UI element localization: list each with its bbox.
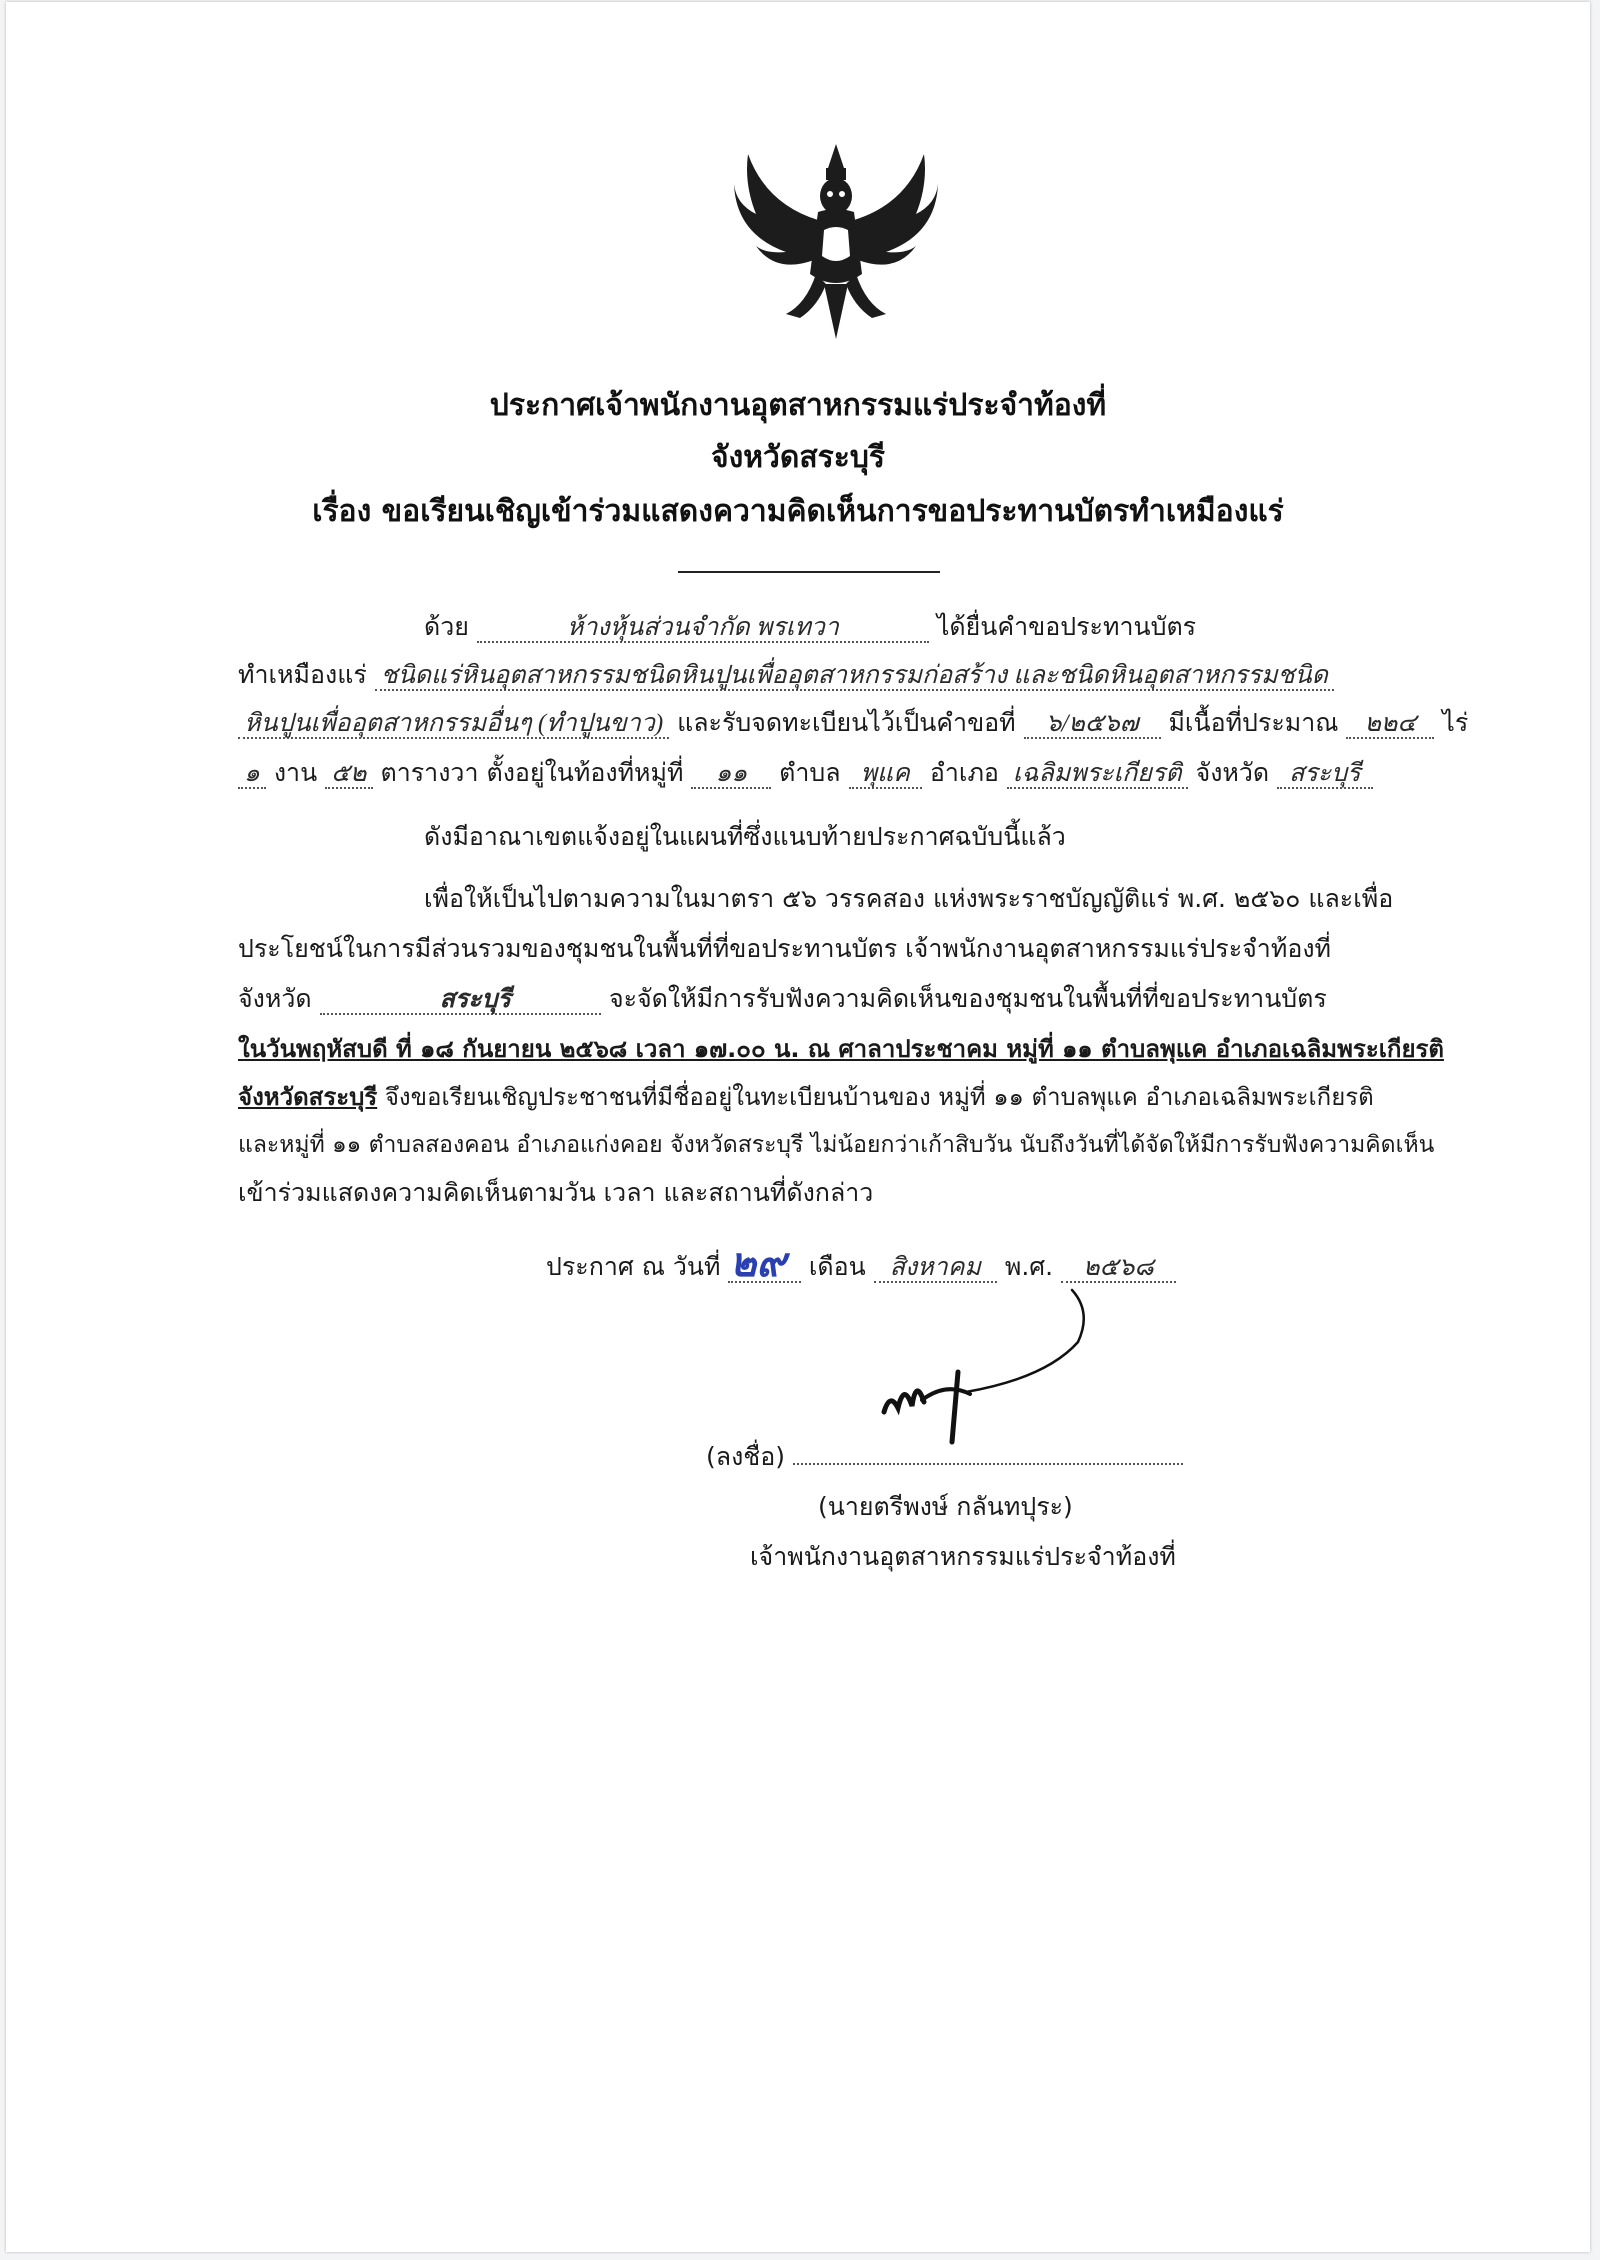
para3-line7: เข้าร่วมแสดงความคิดเห็นตามวัน เวลา และสถานที่ดังกล่าว	[238, 1178, 874, 1207]
para1-line1: ด้วย ห้างหุ้นส่วนจำกัด พรเทวา ได้ยื่นคำขอประทานบัตร	[424, 612, 1197, 641]
para3-line1: เพื่อให้เป็นไปตามความในมาตรา ๕๖ วรรคสอง แห่งพระราชบัญญัติแร่ พ.ศ. ๒๕๖๐ และเพื่อ	[424, 884, 1394, 913]
para2: ดังมีอาณาเขตแจ้งอยู่ในแผนที่ซึ่งแนบท้ายประกาศฉบับนี้แล้ว	[424, 822, 1066, 851]
area-rai: ๒๒๔	[1346, 710, 1434, 739]
mineral-type: ชนิดแร่หินอุตสาหกรรมชนิดหินปูนเพื่ออุตสาหกรรมก่อสร้าง และชนิดหินอุตสาหกรรมชนิด	[375, 662, 1334, 691]
para1-line4: ๑ งาน ๕๒ ตารางวา ตั้งอยู่ในท้องที่หมู่ที่ ๑๑ ตำบล พุแค อำเภอ เฉลิมพระเกียรติ จังหวัด สระบุรี	[238, 756, 1373, 791]
tambon-name: พุแค	[849, 760, 922, 789]
mineral-type-2: หินปูนเพื่ออุตสาหกรรมอื่นๆ (ทำปูนขาว)	[238, 710, 669, 739]
document-page	[6, 2, 1590, 2252]
signer-name: (นายตรีพงษ์ กลันทปุระ)	[818, 1492, 1073, 1521]
month-field: สิงหาคม	[874, 1254, 997, 1283]
signature-line: (ลงชื่อ)	[706, 1440, 1183, 1474]
para3-line3: จังหวัด สระบุรี จะจัดให้มีการรับฟังความคิดเห็นของชุมชนในพื้นที่ที่ขอประทานบัตร	[238, 984, 1327, 1013]
garuda-emblem-icon	[726, 134, 946, 344]
year-field: ๒๕๖๘	[1061, 1254, 1176, 1283]
para3-line5: จังหวัดสระบุรี จึงขอเรียนเชิญประชาชนที่มีชื่ออยู่ในทะเบียนบ้านของ หมู่ที่ ๑๑ ตำบลพุแค อำเภอเฉลิมพระเกียรติ	[238, 1083, 1374, 1111]
request-number: ๖/๒๕๖๗	[1024, 710, 1161, 739]
para1-line3: หินปูนเพื่ออุตสาหกรรมอื่นๆ (ทำปูนขาว) และรับจดทะเบียนไว้เป็นคำขอที่ ๖/๒๕๖๗ มีเนื้อที่ประมาณ ๒๒๔ ไร่	[238, 706, 1468, 741]
province-title: จังหวัดสระบุรี	[710, 440, 886, 475]
handwritten-day: ๒๙	[730, 1240, 786, 1285]
hearing-province: สระบุรี	[320, 986, 601, 1015]
province-name: สระบุรี	[1277, 760, 1372, 789]
area-wa: ๕๒	[325, 760, 372, 789]
para3-line2: ประโยชน์ในการมีส่วนรวมของชุมชนในพื้นที่ที่ขอประทานบัตร เจ้าพนักงานอุตสาหกรรมแร่ประจำท้องที่	[238, 934, 1332, 963]
subject-title: เรื่อง ขอเรียนเชิญเข้าร่วมแสดงความคิดเห็นการขอประทานบัตรทำเหมืองแร่	[312, 494, 1284, 529]
amphoe-name: เฉลิมพระเกียรติ	[1007, 760, 1188, 789]
area-ngan: ๑	[238, 760, 266, 789]
title-divider	[678, 571, 940, 573]
hearing-schedule: ในวันพฤหัสบดี ที่ ๑๘ กันยายน ๒๕๖๘ เวลา ๑๗.๐๐ น. ณ ศาลาประชาคม หมู่ที่ ๑๑ ตำบลพุแค อำเภอเฉลิมพระเกียรติ	[238, 1035, 1444, 1063]
moo-number: ๑๑	[691, 760, 771, 789]
para1-line2: ทำเหมืองแร่ ชนิดแร่หินอุตสาหกรรมชนิดหินปูนเพื่ออุตสาหกรรมก่อสร้าง และชนิดหินอุตสาหกรรมชนิด	[238, 658, 1334, 693]
para3-line6: และหมู่ที่ ๑๑ ตำบลสองคอน อำเภอแก่งคอย จังหวัดสระบุรี ไม่น้อยกว่าเก้าสิบวัน นับถึงวันที่ได้จัดให้มีการรับฟังความคิดเห็น	[238, 1132, 1435, 1158]
applicant-name: ห้างหุ้นส่วนจำกัด พรเทวา	[477, 614, 929, 643]
signer-position: เจ้าพนักงานอุตสาหกรรมแร่ประจำท้องที่	[750, 1542, 1176, 1571]
announcement-date: ประกาศ ณ วันที่ เดือน สิงหาคม พ.ศ. ๒๕๖๘	[546, 1250, 1176, 1285]
signature-dotted-line	[793, 1463, 1183, 1465]
announcement-title: ประกาศเจ้าพนักงานอุตสาหกรรมแร่ประจำท้องที่	[489, 388, 1107, 423]
